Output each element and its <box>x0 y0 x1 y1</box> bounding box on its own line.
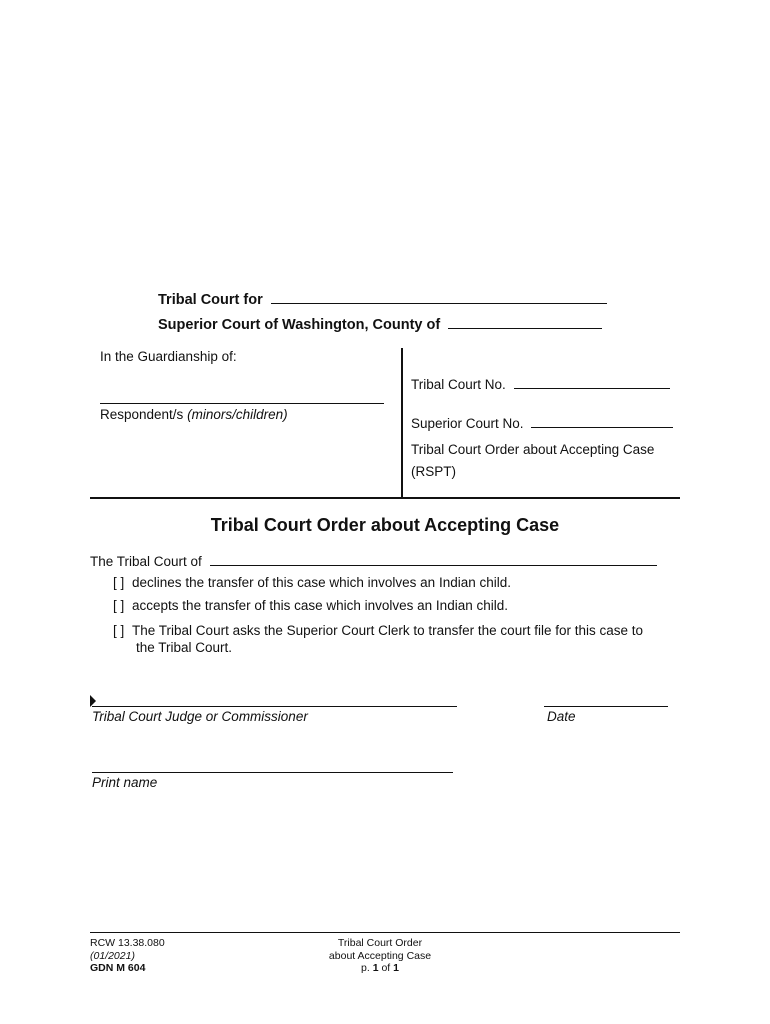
footer-form-id: GDN M 604 <box>90 962 146 974</box>
footer-page-number: p. 1 of 1 <box>361 962 399 974</box>
respondent-label: Respondent/s <box>100 407 184 422</box>
footer-left <box>90 937 165 975</box>
tribal-court-name-field[interactable] <box>271 289 607 304</box>
print-name-label: Print name <box>92 775 158 790</box>
respondent-qualifier: (minors/children) <box>187 407 288 422</box>
superior-court-label: Superior Court of Washington, County of <box>158 317 441 333</box>
superior-court-line <box>158 314 602 333</box>
option-declines <box>113 575 511 590</box>
checkbox-accepts[interactable]: [ ] <box>113 598 125 613</box>
superior-court-no-label: Superior Court No. <box>411 416 524 431</box>
caption-divider-horizontal <box>90 497 680 499</box>
tribal-court-no-field[interactable] <box>514 374 670 389</box>
option-accepts-text: accepts the transfer of this case which involves an Indian child. <box>132 598 508 613</box>
option-transfer-file <box>113 623 643 638</box>
tribal-court-no-line <box>411 374 670 392</box>
tribal-court-for-line <box>158 289 607 308</box>
footer-form-title-1: Tribal Court Order <box>337 937 423 949</box>
judge-signature-field[interactable] <box>92 706 457 707</box>
print-name-field[interactable] <box>92 772 453 773</box>
footer-center <box>280 937 480 975</box>
footer-version: (01/2021) <box>90 949 135 962</box>
date-field[interactable] <box>544 706 668 707</box>
tribal-court-of-field[interactable] <box>210 551 657 566</box>
option-declines-text: declines the transfer of this case which involves an Indian child. <box>132 575 511 590</box>
caption-divider-vertical <box>401 348 403 498</box>
page-title: Tribal Court Order about Accepting Case <box>210 515 560 535</box>
option-accepts <box>113 598 508 613</box>
option-transfer-file-text-2: the Tribal Court. <box>136 640 233 655</box>
option-transfer-file-text: The Tribal Court asks the Superior Court Clerk to transfer the court file for this case to <box>132 623 643 638</box>
tribal-court-no-label: Tribal Court No. <box>411 377 506 392</box>
footer-divider <box>90 932 680 933</box>
caption-doc-title-line1: Tribal Court Order about Accepting Case <box>411 442 655 457</box>
respondent-label-line <box>100 407 288 422</box>
caption-doc-title-line2: (RSPT) <box>411 464 456 479</box>
checkbox-transfer-file[interactable]: [ ] <box>113 623 125 638</box>
guardianship-of-label: In the Guardianship of: <box>100 349 237 364</box>
respondent-name-field[interactable] <box>100 403 384 404</box>
judge-label: Tribal Court Judge or Commissioner <box>92 709 308 724</box>
tribal-court-for-label: Tribal Court for <box>158 292 263 308</box>
checkbox-declines[interactable]: [ ] <box>113 575 125 590</box>
superior-court-no-field[interactable] <box>531 413 673 428</box>
county-field[interactable] <box>448 314 602 329</box>
footer-form-title-2: about Accepting Case <box>328 949 432 962</box>
date-label: Date <box>547 709 576 724</box>
footer-rcw: RCW 13.38.080 <box>90 937 165 949</box>
tribal-court-of-label: The Tribal Court of <box>90 554 202 569</box>
superior-court-no-line <box>411 413 673 431</box>
tribal-court-of-line <box>90 551 657 569</box>
